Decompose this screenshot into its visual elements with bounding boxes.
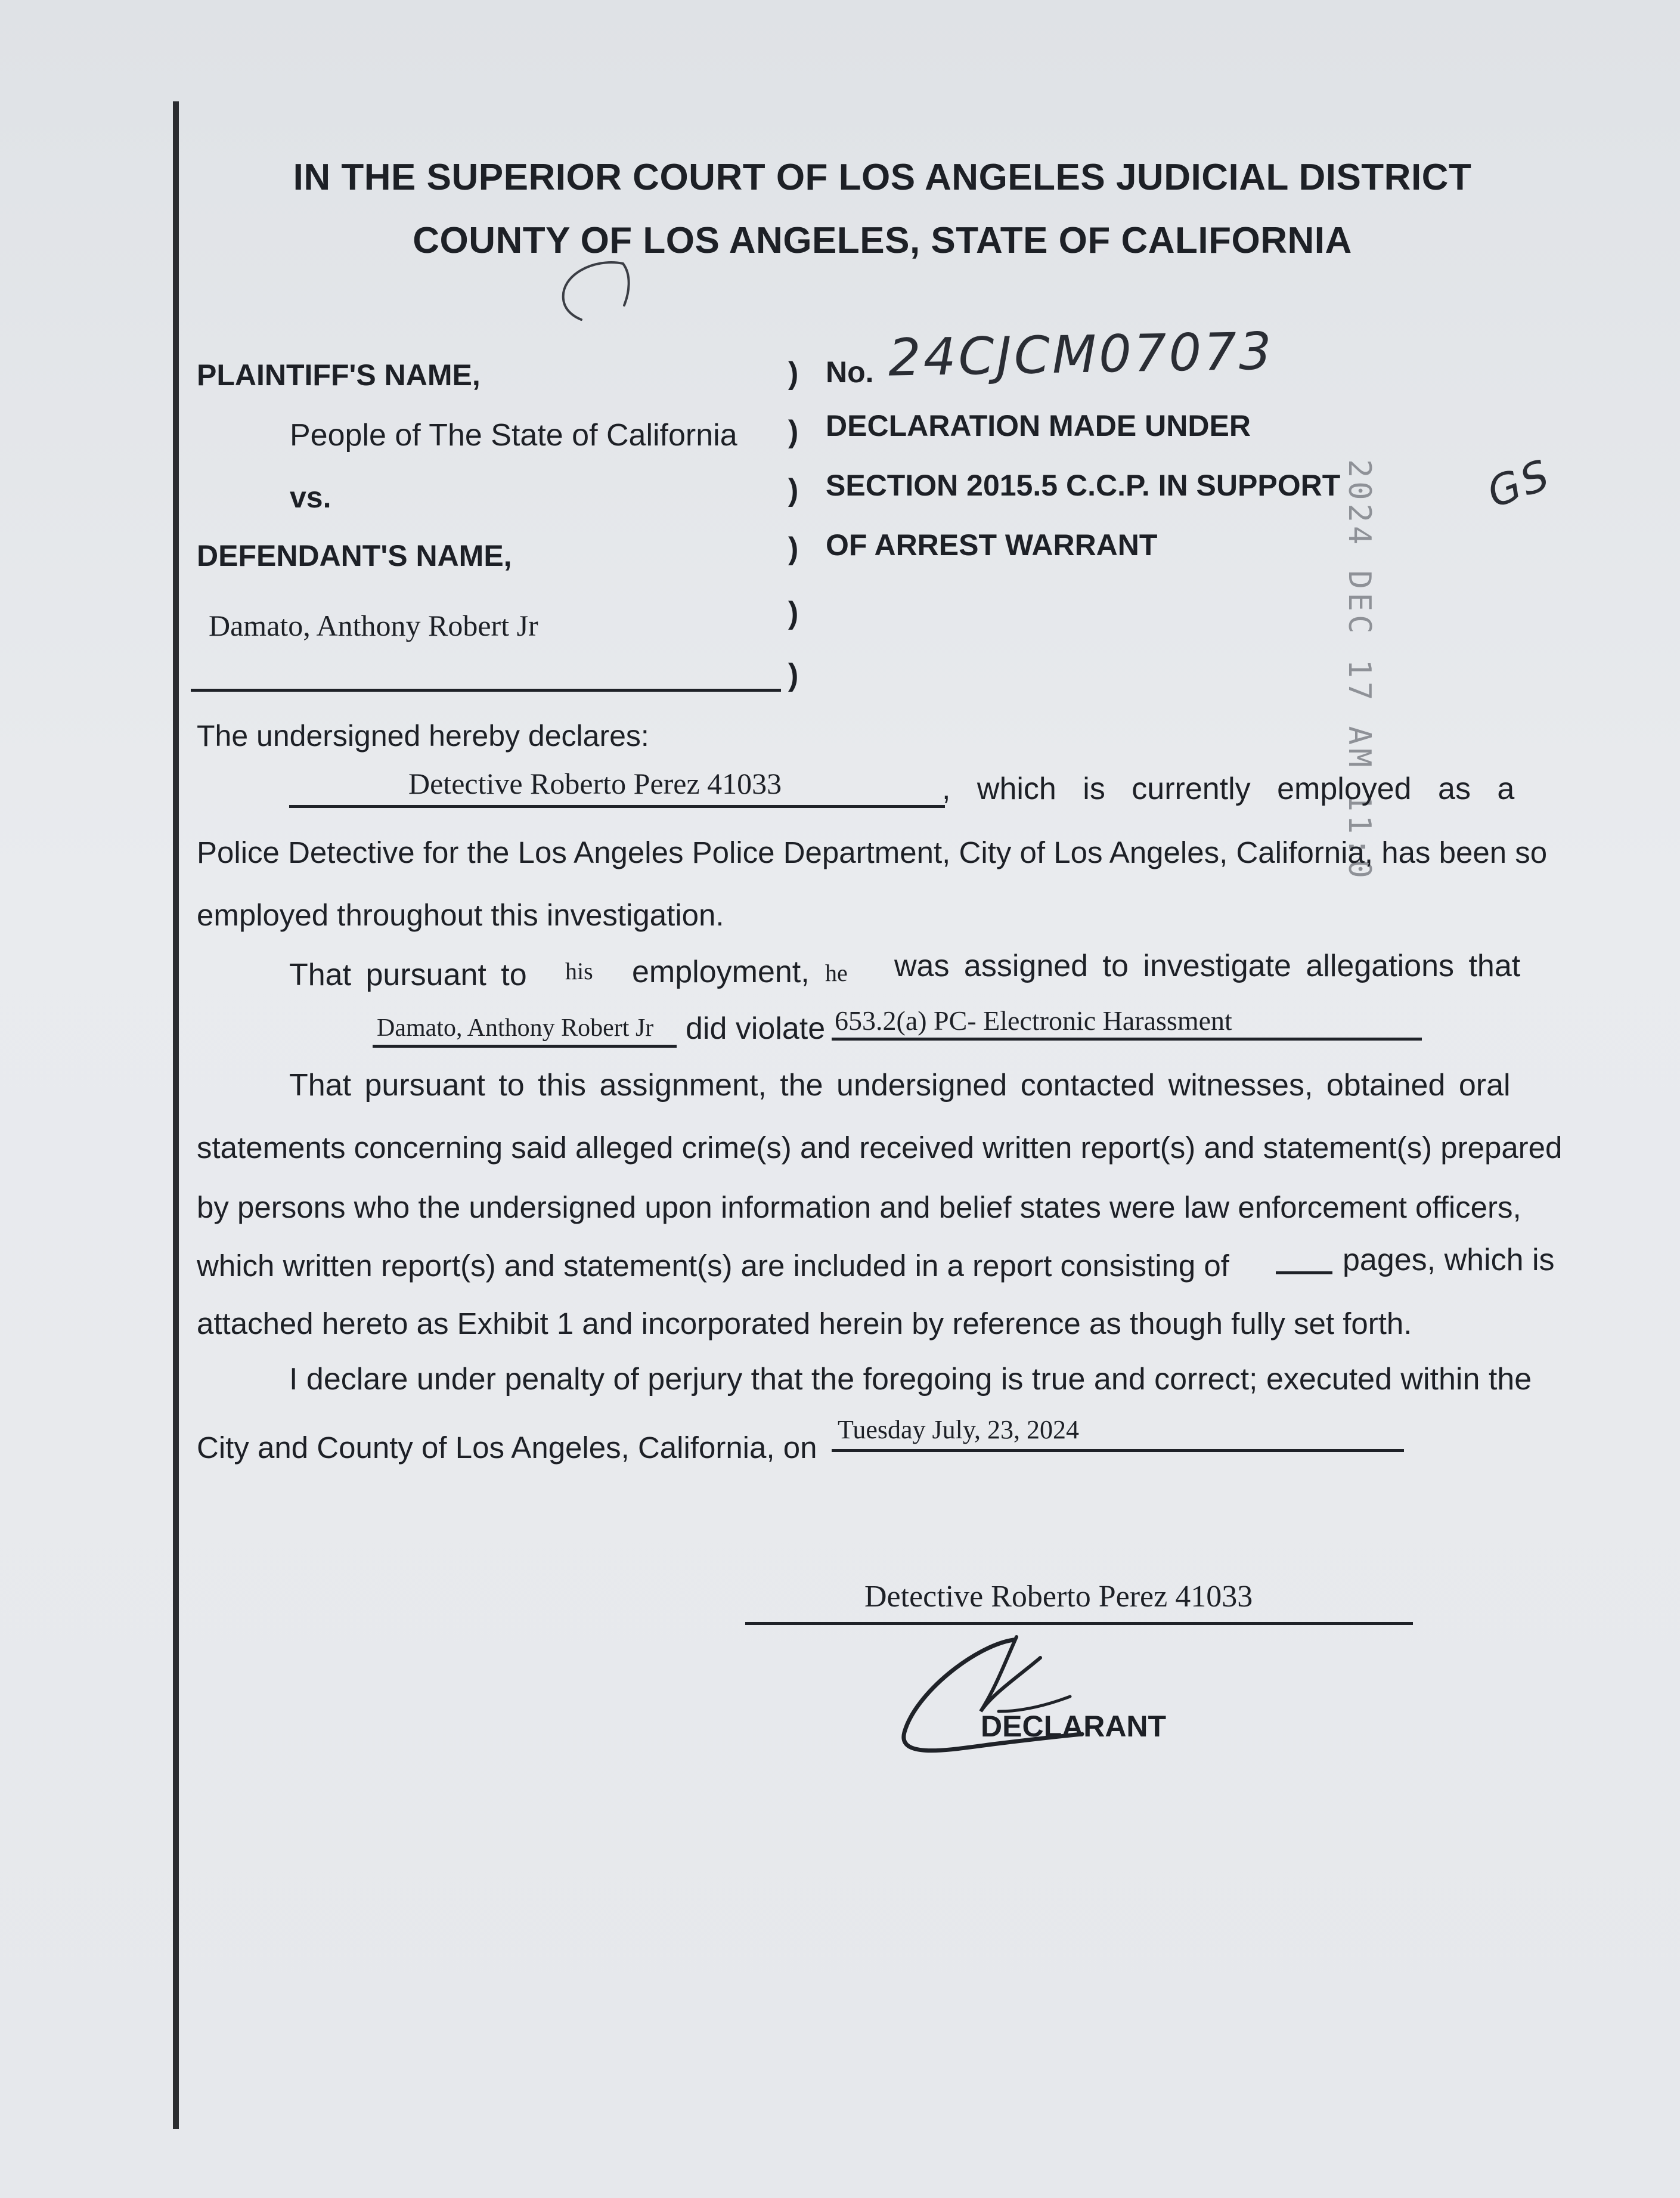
paragraph-3-line-3: by persons who the undersigned upon information and belief states were law enforcement officers, <box>197 1190 1521 1224</box>
paragraph-3-line-4a: which written report(s) and statement(s) are included in a report consisting of <box>197 1249 1229 1283</box>
paragraph-1-line-1: , which is currently employed as a <box>942 772 1515 806</box>
declarant-name-field: Detective Roberto Perez 41033 <box>408 767 782 800</box>
case-number-label: No. <box>826 355 874 389</box>
paragraph-2-line-1c: was assigned to investigate allegations that <box>894 949 1521 983</box>
pronoun-his: his <box>565 958 593 985</box>
paragraph-2-line-2: did violate <box>686 1011 826 1046</box>
case-number: 24CJCM07073 <box>888 321 1275 388</box>
court-heading-line-2: COUNTY OF LOS ANGELES, STATE OF CALIFORNIA <box>413 220 1352 261</box>
declarant-name-rule <box>289 805 945 808</box>
caption-paren: ) <box>788 414 799 449</box>
caption-paren: ) <box>788 531 799 566</box>
versus-label: vs. <box>290 481 331 514</box>
paragraph-3-line-4b: pages, which is <box>1343 1243 1555 1277</box>
document-title-line-3: OF ARREST WARRANT <box>826 528 1158 562</box>
document-title-line-1: DECLARATION MADE UNDER <box>826 409 1251 442</box>
paragraph-3-line-2: statements concerning said alleged crime(s) and received written report(s) and statement(s) prepared <box>197 1131 1563 1165</box>
caption-bottom-rule <box>191 689 781 692</box>
suspect-name-rule <box>373 1045 677 1048</box>
filed-date-stamp: 2024 DEC 17 AM 11:0 <box>1341 459 1377 882</box>
paragraph-4-line-1: I declare under penalty of perjury that the foregoing is true and correct; executed within the <box>289 1362 1532 1397</box>
paragraph-2-line-1b: employment, <box>632 955 810 989</box>
paragraph-2-line-1a: That pursuant to <box>289 958 527 992</box>
suspect-name-field: Damato, Anthony Robert Jr <box>377 1014 654 1042</box>
declarant-label: DECLARANT <box>981 1710 1167 1743</box>
defendant-name: Damato, Anthony Robert Jr <box>209 609 538 642</box>
plaintiff-label: PLAINTIFF'S NAME, <box>197 358 481 392</box>
offense-field: 653.2(a) PC- Electronic Harassment <box>835 1005 1232 1036</box>
signatory-name: Detective Roberto Perez 41033 <box>864 1580 1253 1614</box>
page-count-blank <box>1276 1271 1332 1274</box>
paragraph-4-line-2: City and County of Los Angeles, California, on <box>197 1431 817 1465</box>
paragraph-1-line-3: employed throughout this investigation. <box>197 898 724 932</box>
margin-rule <box>173 101 179 2129</box>
document-title-line-2: SECTION 2015.5 C.C.P. IN SUPPORT <box>826 469 1341 502</box>
handwritten-signature <box>891 1622 1088 1759</box>
execution-date-field: Tuesday July, 23, 2024 <box>838 1415 1080 1444</box>
caption-paren: ) <box>788 596 799 630</box>
paragraph-3-line-5: attached hereto as Exhibit 1 and incorporated herein by reference as though fully set forth. <box>197 1307 1412 1341</box>
declaration-intro: The undersigned hereby declares: <box>197 719 649 753</box>
clerk-initials: GS <box>1481 450 1558 518</box>
caption-paren: ) <box>788 658 799 692</box>
pen-mark <box>557 258 641 323</box>
caption-paren: ) <box>788 356 799 391</box>
plaintiff-name: People of The State of California <box>290 418 737 453</box>
paragraph-1-line-2: Police Detective for the Los Angeles Police Department, City of Los Angeles, California, has been so <box>197 835 1548 869</box>
execution-date-rule <box>832 1449 1404 1452</box>
court-heading-line-1: IN THE SUPERIOR COURT OF LOS ANGELES JUDICIAL DISTRICT <box>293 157 1472 198</box>
offense-rule <box>832 1038 1422 1041</box>
pronoun-he: he <box>825 959 848 986</box>
defendant-label: DEFENDANT'S NAME, <box>197 539 512 572</box>
caption-paren: ) <box>788 473 799 507</box>
paragraph-3-line-1: That pursuant to this assignment, the undersigned contacted witnesses, obtained oral <box>289 1068 1511 1103</box>
